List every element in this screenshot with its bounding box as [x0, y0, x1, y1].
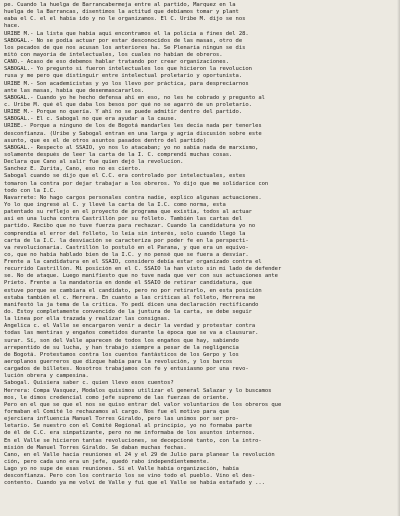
typed-line: c. Uribe M. qué él que daba los besos por qué no se agarró de un proletario.	[4, 101, 252, 108]
typed-line: URIBE M.- La lista que habia aqui encontramos el la policia a fines del 28.	[4, 30, 249, 37]
typed-line: pe. Cuando la huelga de Barrancabermeja entre al partido, Marquez en la	[4, 2, 236, 8]
typed-line: Declara que Cano al salir fue quien dejó la revolucion.	[4, 159, 184, 166]
typed-line: comprendía el error del folleto, lo leía sin interés, solo cuando llegó la	[4, 230, 246, 237]
typed-line: Pero en el que se que el nos se quiso entrar del valor voluntarios de los obreros que	[4, 401, 282, 408]
typed-line: co, que no había hablado bien de la I.C. y no pensé que se fuera a desviar.	[4, 251, 249, 258]
typed-line: ejerciera influencia Manuel Torres Giraldo, pero las unimos por ser pro-	[4, 416, 239, 423]
typed-line: estaba también el c. Herrera. En cuanto a las criticas al folleto, Herrera me	[4, 294, 256, 301]
typed-line: Frente a la candidatura en el SSAIO, considero debía estar organizado contra el	[4, 259, 262, 266]
typed-line: asunto, que es el de otros asuntos pasados dentro del partido)	[4, 137, 207, 144]
typed-line: formaban el Comité lo rechazamos al cargo. Nos fue el motivo para que	[4, 409, 230, 416]
typed-line: URIBE M.- Son academicistas y yo los llevo por práctica, para despreciarnos	[4, 80, 249, 87]
typed-line: mitó con mayoria de intelectuales, los cuales no habían de obreros.	[4, 51, 223, 58]
typed-line: los pecados de que nos acusan los anteriores ha. Se Plenaria ningun se dis	[4, 44, 246, 51]
typed-line: patentado su reflejo en el proyecto de programa que existía, todos al actuar	[4, 209, 252, 216]
typed-line: mos, le dimos credencial como jefe supremo de las fuerzas de oriente.	[4, 394, 230, 401]
typed-line: CANO.- Acaso de eso debemos hablar tratando por crear organizaciones.	[4, 59, 230, 66]
typed-line: misión de Manuel Torres Giraldo. Se daban muchas fechas.	[4, 444, 187, 451]
typed-line: rusa y me pero que distinguir entre intelectual proletario y oportunista.	[4, 73, 243, 80]
typed-line: cargados de billetes. Nosotros trabajamos con fe y entusiasmo por una revo-	[4, 366, 249, 373]
typed-text-body	[4, 2, 396, 488]
typed-line: solamente después de leer la carta de la I. C. comprendí muchas cosas.	[4, 151, 233, 158]
typed-line: partido. Recibo que no tuve fuerza para rechazar. Cuando la candidatura yo no	[4, 223, 256, 230]
typed-line: URIBE.- Porque a ninguno de los de Bogotá mandarles les decía nada per tenerles	[4, 123, 262, 130]
typed-line: letario. Se nuestro con el Comité Regional al principio, yo no formaba parte	[4, 423, 252, 430]
typed-line: aeroplanos guerreros que dizque había para la revolución, y los barcos	[4, 359, 233, 366]
typed-line: eaba el C. el el habia ido y no le organizamos. El C. Uribe M. dijo se nos	[4, 16, 246, 23]
typed-line: Yo lo que ingresé al C. y llevé la carta de la I.C. como norma, esta	[4, 201, 226, 208]
typed-line: huelga de la Barrancas, disentimos la actitud que debíamos tomar y plant	[4, 9, 239, 16]
typed-line: SABOGAL.- Yo pregunto si fueron intelectuales los que hicieron la revolucion	[4, 66, 252, 73]
typed-line: tomaron la contra por dejar trabajar a los obreros. Yo dijo que me solidarice con	[4, 180, 269, 187]
typed-line: arrepentido de su lucha, y han trabajo siempre a pesar de la negligencia	[4, 344, 239, 351]
typed-line: Sabogal cuando se dijo que el C.C. era controlado por intelectuales, estes	[4, 173, 246, 180]
typed-line: SABOGAL.- No se podia actuar por estar desconocidos de las masas, otro de	[4, 37, 243, 44]
typed-line: así en una lucha contra Castrillón por su folleto. También las cartas del	[4, 216, 243, 223]
typed-line: SABOGAL.- Respecto al SSAIO, yo nos lo atacaban; yo no sabía nada de marxismo,	[4, 144, 259, 151]
typed-line: se. No de ataque. Luego manifiesto que no tuve nada que ver con sus actuaciones ante	[4, 273, 278, 280]
typed-line: Sabogal. Quisiera saber c. quien llevo esos cuentos?	[4, 380, 174, 387]
typed-line: Herrera: Compa Vasquez, Modalos quisimos utilizar el general Salazar y lo buscamos	[4, 387, 272, 394]
typed-line: SABOGAL.- El c. Sabogal no que era ayudar a la cause.	[4, 116, 177, 123]
typed-line: manifestó la ja tema de la critica. Yo pedí dicen una declaración rectificando	[4, 301, 259, 308]
typed-line: Cano, en el Valle hacía reuniones el 24 y el 29 de Julio para planear la revolución	[4, 451, 275, 458]
typed-line: contento. Cuando ya me volví de Valle y fui que el Valle se había estafado y ...	[4, 480, 265, 487]
typed-line: SABOGAL.- Cuando yo he hecho defensa ahí en eso, no les he cobrado y pregunto al	[4, 94, 265, 101]
typed-line: ante las masas, habia que desenmascararlos.	[4, 87, 145, 94]
typed-line: ción, pero cada uno era un jefe, quedó rabo independientemente.	[4, 459, 210, 465]
typed-line: todas las mentiras y engaños cometidos durante la época que se va a clausurar.	[4, 330, 259, 337]
typed-line: estuve porque se cambiara el candidato, pero no por retirarlo, en esta posición	[4, 287, 262, 294]
typed-line: de él de C.C. era simpatizante, pero no me informaba de los asuntos internos.	[4, 430, 256, 437]
typed-line: lución obrera y campesina.	[4, 373, 89, 380]
typed-line: carta de la I.C. la desviación se caracteriza por poder fe en la perspecti-	[4, 237, 249, 244]
typed-line: Navarrete: No hago cargos personales contra nadie, explico algunas actuaciones.	[4, 194, 262, 201]
typed-line: de Bogotá. Protestamos contra los cuentos fantásticos de los Gerpo y los	[4, 351, 239, 358]
typed-line: Lago yo no supe de esas reuniones. Si el Valle había organización, había	[4, 466, 239, 473]
typed-line: la línea por ella trazada y realizar las consignas.	[4, 316, 171, 323]
typed-line: Angelica c. el Valle se encargaron venir a decir la verdad y protestar contra	[4, 323, 256, 330]
typed-line: Sanchez E. Zurita, Cano, eso no es cierto.	[4, 166, 141, 173]
typed-line: desconfianza. (Uribe y Sabogal entran en una larga y agria discusión sobre este	[4, 130, 262, 137]
typed-line: desconfianza. Pero con los contrario los se vino todo el pueblo. Vino el des-	[4, 473, 256, 480]
typed-line: va revolucionaria. Castrillón lo postuló en el Parana, y que era un equivo-	[4, 244, 249, 251]
typed-line: Prieto. Frente a la mandatoria en donde el SSAIO de retirar candidatura, que	[4, 280, 252, 287]
typed-line: surar. Sí, son del Valle aparecen de todos los engaños que hay, sabiendo	[4, 337, 239, 344]
typed-line: todo con la I.C.	[4, 187, 57, 194]
typed-line: hace.	[4, 23, 21, 30]
typed-line: do. Estoy completamente convencido de la juntura de la carta, se debe seguir	[4, 309, 252, 316]
typed-line: URIBE M.- Porque no quería. Y ahí no se puede admitir dentro del partido.	[4, 109, 243, 116]
typed-line: En el Valle se hicieron tantas revoluciones, se decepcioné tanto, con la intro-	[4, 437, 262, 444]
typed-line: recurrido Castrillón. Mi posición en el C. SSAIO la han visto sin mi lado de defender	[4, 266, 282, 273]
